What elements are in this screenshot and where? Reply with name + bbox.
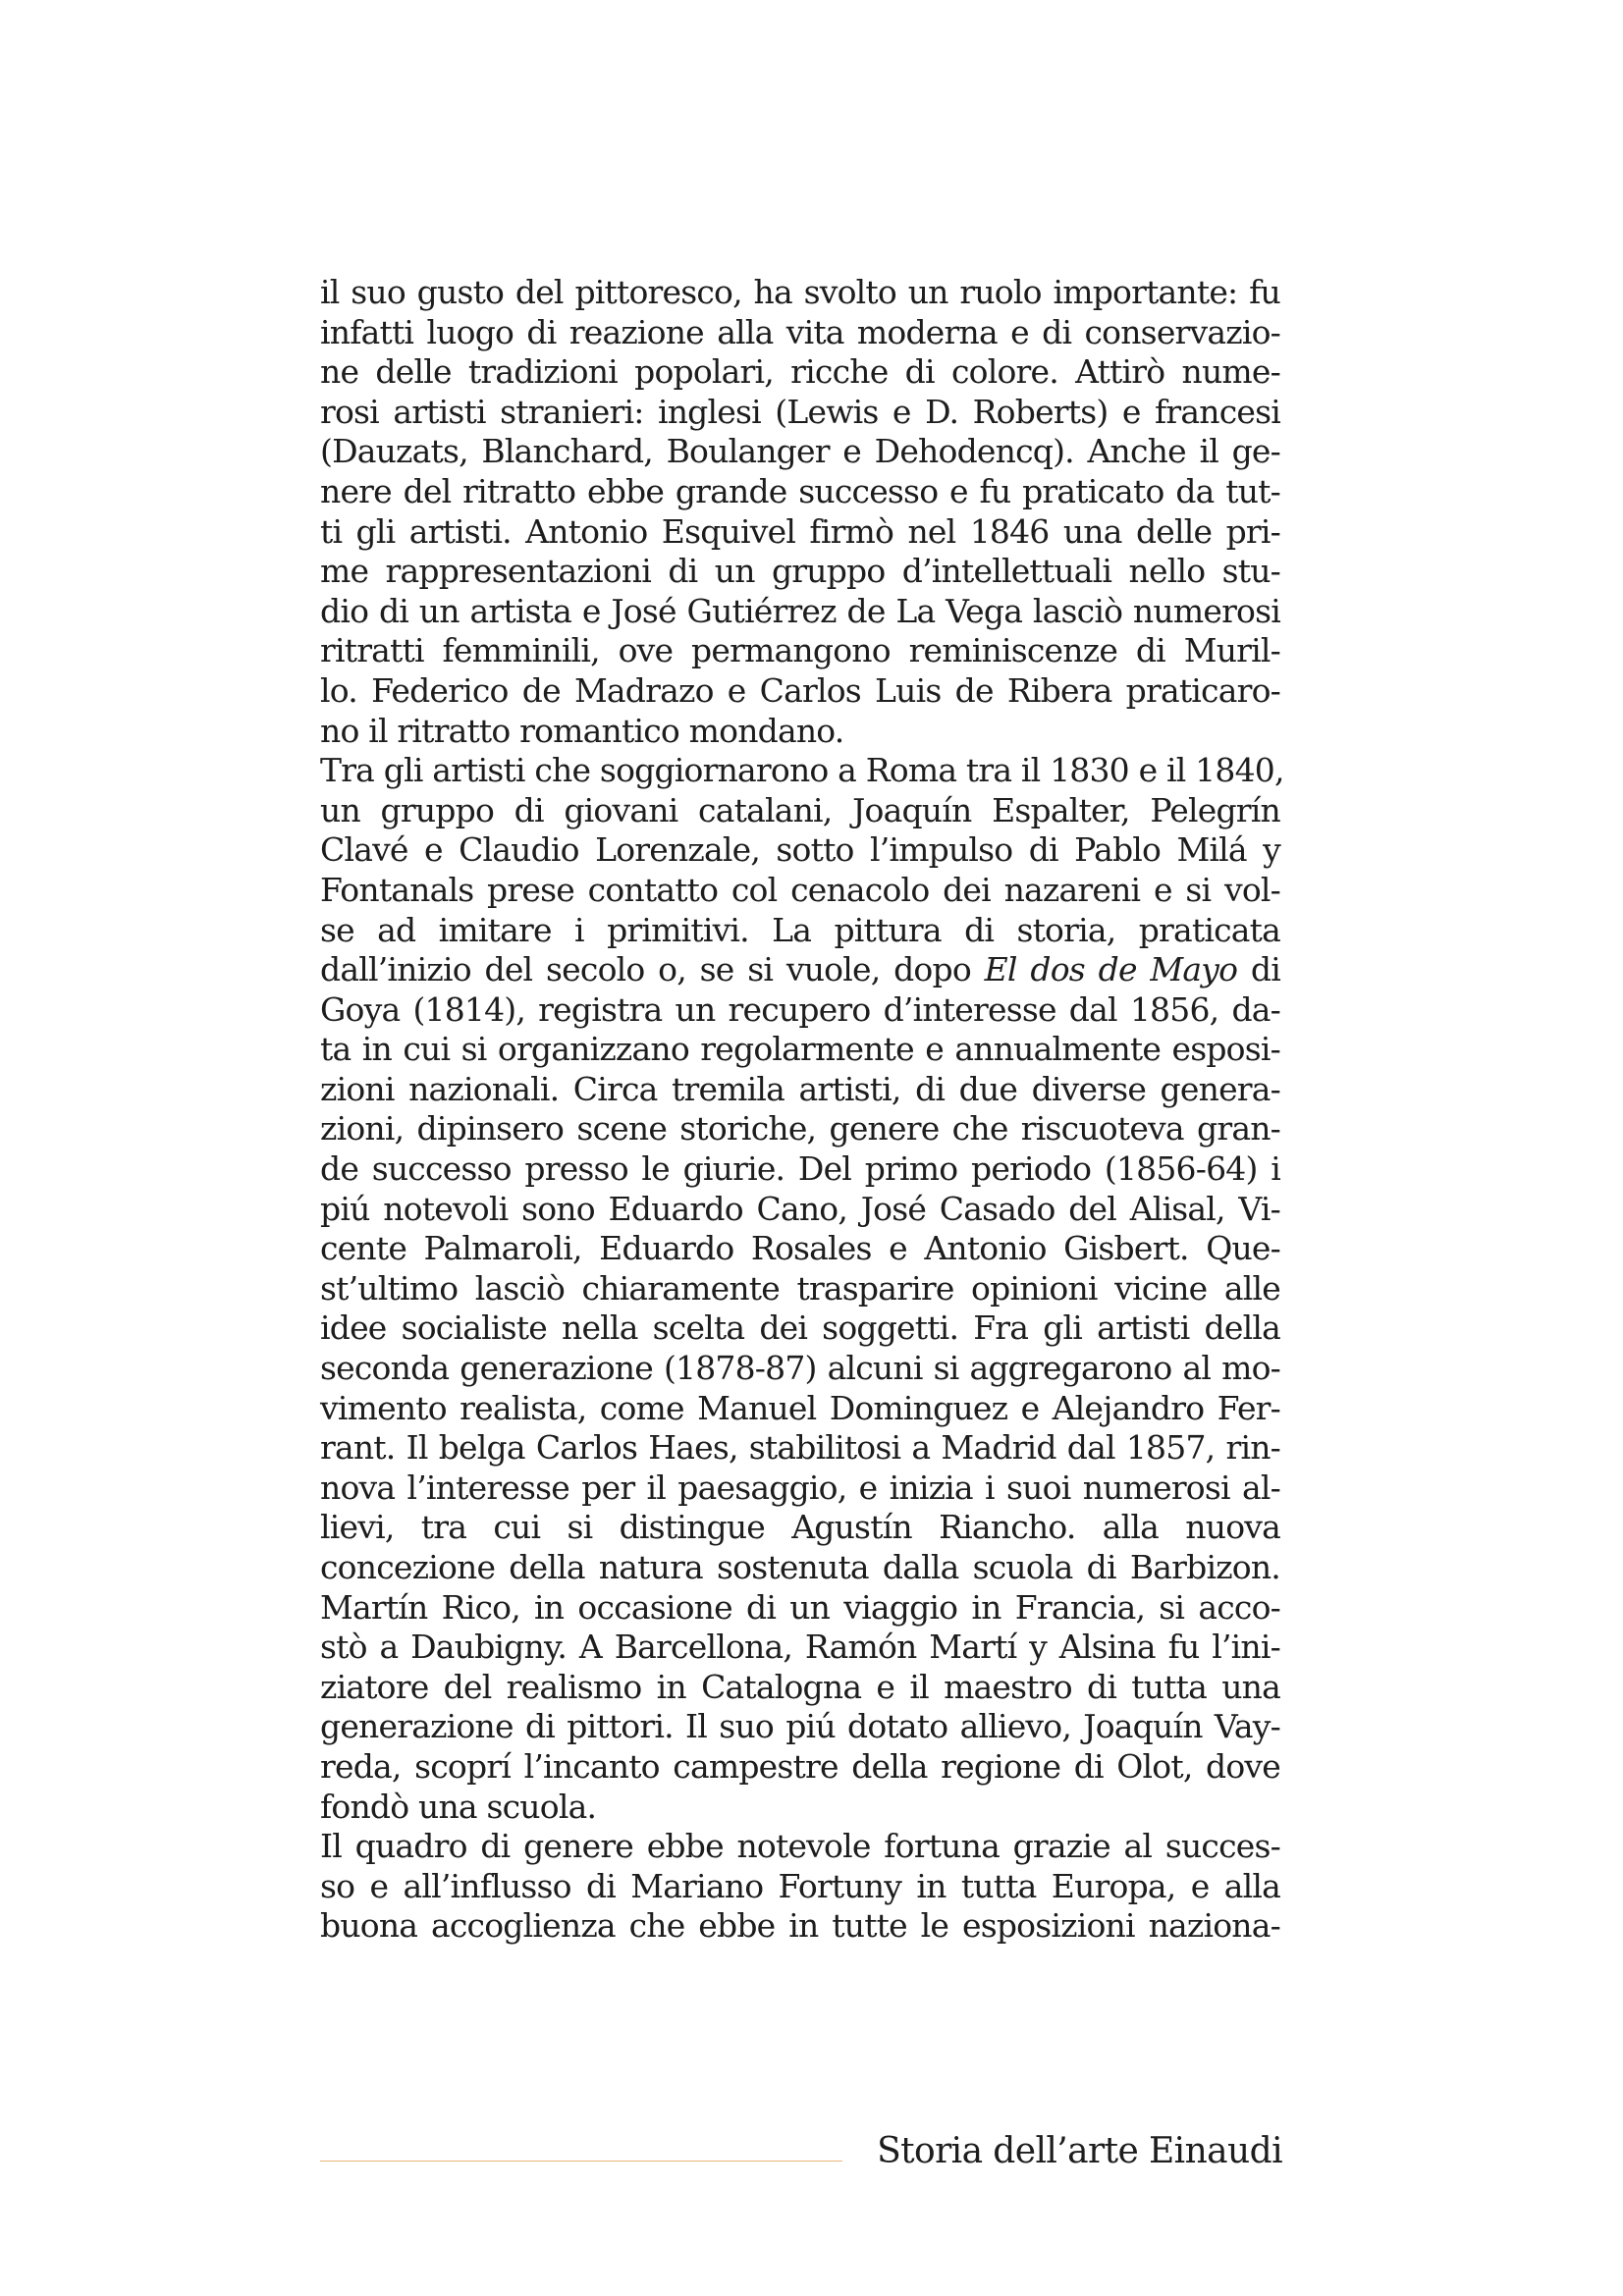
text-line: rant. Il belga Carlos Haes, stabilitosi a Madrid dal 1857, rin- [320,1428,1280,1468]
text-line: st’ultimo lasciò chiaramente trasparire opinioni vicine alle [320,1268,1280,1308]
text-line-end: di [1237,950,1280,989]
footer-rule [320,2161,842,2162]
text-line: Clavé e Claudio Lorenzale, sotto l’impulso di Pablo Milá y [320,830,1280,870]
text-line: stò a Daubigny. A Barcellona, Ramón Martí y Alsina fu l’ini- [320,1628,1280,1667]
text-line: ti gli artisti. Antonio Esquivel firmò nel 1846 una delle pri- [320,511,1280,551]
text-line: vimento realista, come Manuel Dominguez e Alejandro Fer- [320,1388,1280,1427]
text-line: so e all’influsso di Mariano Fortuny in tutta Europa, e alla [320,1866,1280,1905]
text-line: un gruppo di giovani catalani, Joaquín Espalter, Pelegrín [320,790,1280,829]
text-line: il suo gusto del pittoresco, ha svolto un ruolo importante: fu [320,273,1280,311]
text-line: rosi artisti stranieri: inglesi (Lewis e D. Roberts) e francesi [320,392,1280,431]
text-line: ne delle tradizioni popolari, ricche di colore. Attirò nume- [320,352,1280,392]
text-line: Tra gli artisti che soggiornarono a Roma tra il 1830 e il 1840, [320,751,1284,790]
text-line: infatti luogo di reazione alla vita moderna e di conservazio- [320,312,1280,351]
text-line: generazione di pittori. Il suo piú dotato allievo, Joaquín Vay- [320,1707,1280,1746]
text-line: idee socialiste nella scelta dei soggetti. Fra gli artisti della [320,1308,1280,1348]
text-line: ziatore del realismo in Catalogna e il maestro di tutta una [320,1667,1280,1706]
text-line-with-title [320,950,1280,990]
text-line: concezione della natura sostenuta dalla scuola di Barbizon. [320,1548,1280,1586]
text-line: cente Palmaroli, Eduardo Rosales e Antonio Gisbert. Que- [320,1229,1280,1268]
text-line: Fontanals prese contatto col cenacolo dei nazareni e si vol- [320,870,1280,909]
text-line: Il quadro di genere ebbe notevole fortuna grazie al succes- [320,1827,1280,1866]
text-line: se ad imitare i primitivi. La pittura di storia, praticata [320,910,1280,949]
text-line: (Dauzats, Blanchard, Boulanger e Dehodencq). Anche il ge- [320,432,1280,471]
text-line: ta in cui si organizzano regolarmente e annualmente esposi- [320,1030,1280,1069]
text-line: Goya (1814), registra un recupero d’interesse dal 1856, da- [320,989,1280,1029]
text-line: de successo presso le giurie. Del primo periodo (1856-64) i [320,1149,1280,1189]
text-line: piú notevoli sono Eduardo Cano, José Casado del Alisal, Vi- [320,1189,1280,1228]
text-line: reda, scoprí l’incanto campestre della regione di Olot, dove [320,1746,1280,1786]
text-line: Martín Rico, in occasione di un viaggio in Francia, si acco- [320,1587,1280,1627]
text-line: me rappresentazioni di un gruppo d’intellettuali nello stu- [320,552,1280,591]
body-text [320,273,1284,1947]
text-line: zioni, dipinsero scene storiche, genere che riscuoteva gran- [320,1109,1280,1148]
text-line: ritratti femminili, ove permangono reminiscenze di Muril- [320,631,1280,670]
text-line: lievi, tra cui si distingue Agustín Riancho. alla nuova [320,1508,1280,1547]
footer-title: Storia dell’arte Einaudi [877,2131,1282,2171]
text-line: buona accoglienza che ebbe in tutte le esposizioni naziona- [320,1906,1280,1946]
text-line: zioni nazionali. Circa tremila artisti, di due diverse genera- [320,1069,1280,1108]
artwork-title: El dos de Mayo [984,950,1238,989]
text-line: fondò una scuola. [320,1787,597,1826]
text-line-start: dall’inizio del secolo o, se si vuole, dopo [320,950,985,989]
text-line: nova l’interesse per il paesaggio, e inizia i suoi numerosi al- [320,1468,1280,1507]
text-line: lo. Federico de Madrazo e Carlos Luis de Ribera praticaro- [320,670,1280,710]
text-line: dio di un artista e José Gutiérrez de La Vega lasciò numerosi [320,591,1280,630]
text-line: no il ritratto romantico mondano. [320,711,844,750]
text-line: nere del ritratto ebbe grande successo e fu praticato da tut- [320,471,1280,510]
text-line: seconda generazione (1878-87) alcuni si aggregarono al mo- [320,1349,1280,1388]
